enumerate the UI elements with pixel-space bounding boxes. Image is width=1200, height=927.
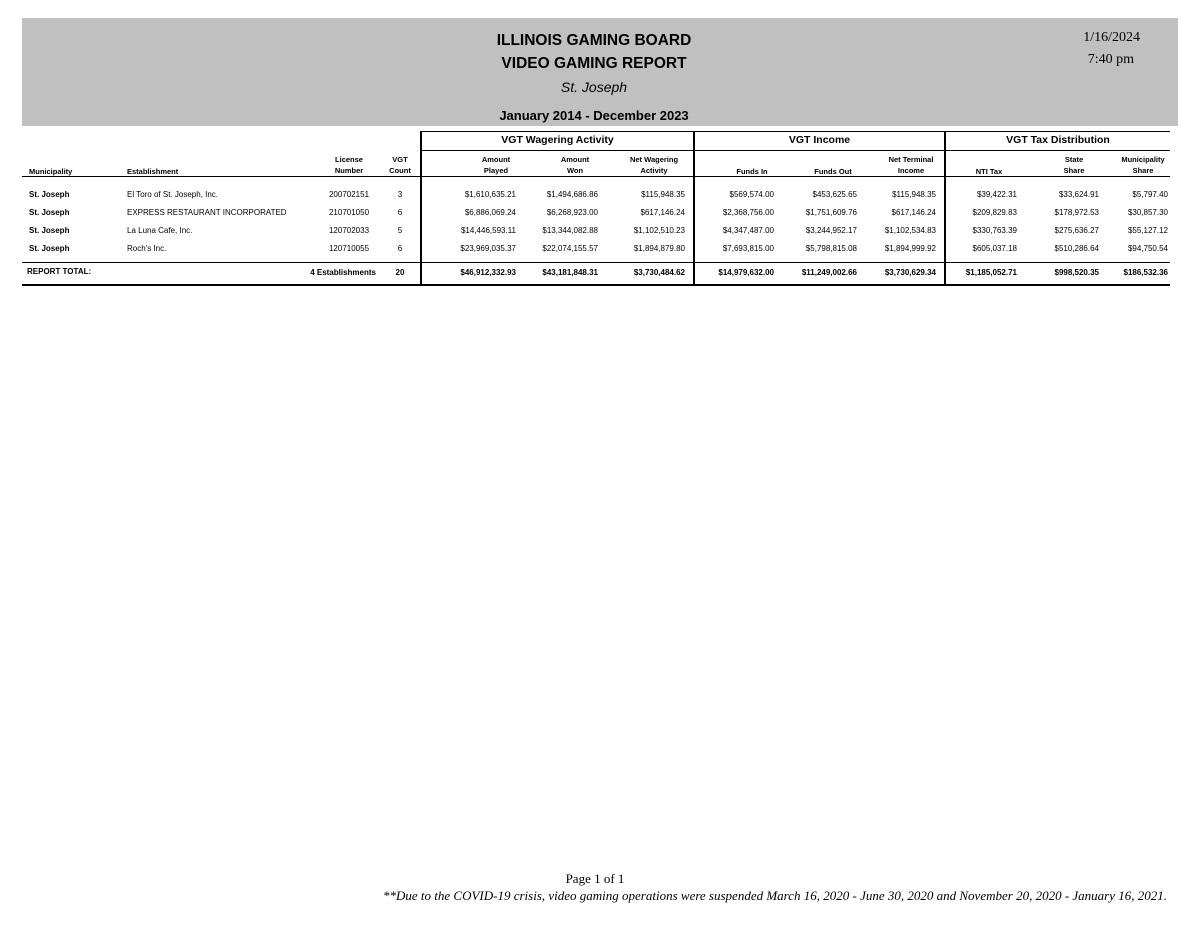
table-cell: $3,730,629.34: [884, 268, 936, 277]
table-cell: $1,610,635.21: [464, 190, 516, 199]
report-date: 1/16/2024: [1083, 30, 1140, 45]
col-funds-in: Funds In: [736, 167, 768, 176]
table-cell: $30,857.30: [1127, 208, 1168, 217]
table-cell: EXPRESS RESTAURANT INCORPORATED: [127, 208, 287, 217]
report-title: ILLINOIS GAMING BOARD: [496, 32, 692, 49]
col-municipality: Municipality: [29, 167, 73, 176]
table-cell: St. Joseph: [29, 190, 70, 199]
table-cell: $1,751,609.76: [805, 208, 857, 217]
table-cell: $275,636.27: [1054, 226, 1099, 235]
table-cell: $4,347,487.00: [722, 226, 774, 235]
table-cell: 200702151: [328, 190, 370, 199]
total-bottom-rule: [22, 284, 1170, 286]
total-label: REPORT TOTAL:: [27, 267, 92, 276]
table-cell: 120702033: [328, 226, 370, 235]
table-cell: $617,146.24: [891, 208, 936, 217]
table-cell: $13,344,082.88: [542, 226, 598, 235]
table-cell: $1,894,999.92: [884, 244, 936, 253]
group-income: VGT Income: [788, 134, 851, 146]
col-net-terminal-income: Net Terminal Income: [888, 155, 934, 175]
table-cell: La Luna Cafe, Inc.: [127, 226, 193, 235]
table-cell: $569,574.00: [729, 190, 774, 199]
table-cell: $2,368,756.00: [722, 208, 774, 217]
table-cell: $46,912,332.93: [460, 268, 516, 277]
table-cell: $3,244,952.17: [805, 226, 857, 235]
table-cell: $6,886,069.24: [464, 208, 516, 217]
table-cell: 6: [397, 208, 403, 217]
col-license: License Number: [334, 155, 364, 175]
col-state-share: State Share: [1063, 155, 1085, 175]
table-cell: $605,037.18: [972, 244, 1017, 253]
group-wagering: VGT Wagering Activity: [501, 134, 614, 146]
col-vgt-count: VGT Count: [389, 155, 411, 175]
col-net-wagering: Net Wagering Activity: [629, 155, 679, 175]
col-amount-won: Amount Won: [560, 155, 590, 175]
page-number: Page 1 of 1: [565, 871, 625, 886]
table-cell: $14,979,632.00: [718, 268, 774, 277]
table-cell: $6,268,923.00: [546, 208, 598, 217]
table-cell: $39,422.31: [976, 190, 1017, 199]
table-cell: $5,797.40: [1132, 190, 1168, 199]
col-funds-out: Funds Out: [814, 167, 852, 176]
table-cell: $178,972.53: [1054, 208, 1099, 217]
table-cell: $330,763.39: [972, 226, 1017, 235]
table-cell: $7,693,815.00: [722, 244, 774, 253]
header-rule: [22, 176, 1170, 177]
covid-footnote: **Due to the COVID-19 crisis, video gaming operations were suspended March 16, 2020 - June 30, 2020 and November 20, 2020 - January 16, 2021.: [383, 888, 1167, 903]
table-cell: $43,181,848.31: [542, 268, 598, 277]
table-cell: $186,532.36: [1123, 268, 1168, 277]
table-cell: $1,185,052.71: [965, 268, 1017, 277]
table-cell: $3,730,484.62: [633, 268, 685, 277]
table-cell: $33,624.91: [1058, 190, 1099, 199]
total-top-rule: [22, 262, 1170, 263]
table-cell: 210701050: [328, 208, 370, 217]
report-location: St. Joseph: [560, 79, 628, 95]
table-cell: $617,146.24: [640, 208, 685, 217]
total-establishments: 4 Establishments: [310, 268, 376, 277]
table-cell: $22,074,155.57: [542, 244, 598, 253]
table-cell: 3: [397, 190, 403, 199]
table-cell: $94,750.54: [1127, 244, 1168, 253]
table-cell: El Toro of St. Joseph, Inc.: [127, 190, 219, 199]
table-cell: $1,494,686.86: [546, 190, 598, 199]
col-amount-played: Amount Played: [481, 155, 511, 175]
table-cell: $1,102,510.23: [633, 226, 685, 235]
table-cell: $5,798,815.08: [805, 244, 857, 253]
table-cell: 120710055: [328, 244, 370, 253]
table-cell: Roch's Inc.: [127, 244, 167, 253]
col-establishment: Establishment: [127, 167, 179, 176]
table-cell: $11,249,002.66: [801, 268, 857, 277]
group-tax: VGT Tax Distribution: [1006, 134, 1110, 146]
table-cell: 5: [397, 226, 403, 235]
col-nti-tax: NTI Tax: [975, 167, 1003, 176]
table-cell: $115,948.35: [641, 190, 685, 199]
report-time: 7:40 pm: [1087, 52, 1134, 67]
table-cell: St. Joseph: [29, 244, 70, 253]
table-cell: $209,829.83: [972, 208, 1017, 217]
table-cell: $55,127.12: [1127, 226, 1168, 235]
table-cell: 20: [395, 268, 405, 277]
table-cell: St. Joseph: [29, 226, 70, 235]
col-municipality-share: Municipality Share: [1121, 155, 1165, 175]
table-cell: $1,894,879.80: [633, 244, 685, 253]
table-cell: $115,948.35: [892, 190, 936, 199]
table-cell: $1,102,534.83: [884, 226, 936, 235]
table-cell: $998,520.35: [1054, 268, 1099, 277]
table-cell: St. Joseph: [29, 208, 70, 217]
table-cell: $23,969,035.37: [460, 244, 516, 253]
table-cell: 6: [397, 244, 403, 253]
table-cell: $14,446,593.11: [460, 226, 516, 235]
report-period: January 2014 - December 2023: [499, 108, 689, 123]
table-cell: $453,625.65: [812, 190, 857, 199]
table-cell: $510,286.64: [1054, 244, 1099, 253]
report-subtitle: VIDEO GAMING REPORT: [501, 55, 687, 72]
